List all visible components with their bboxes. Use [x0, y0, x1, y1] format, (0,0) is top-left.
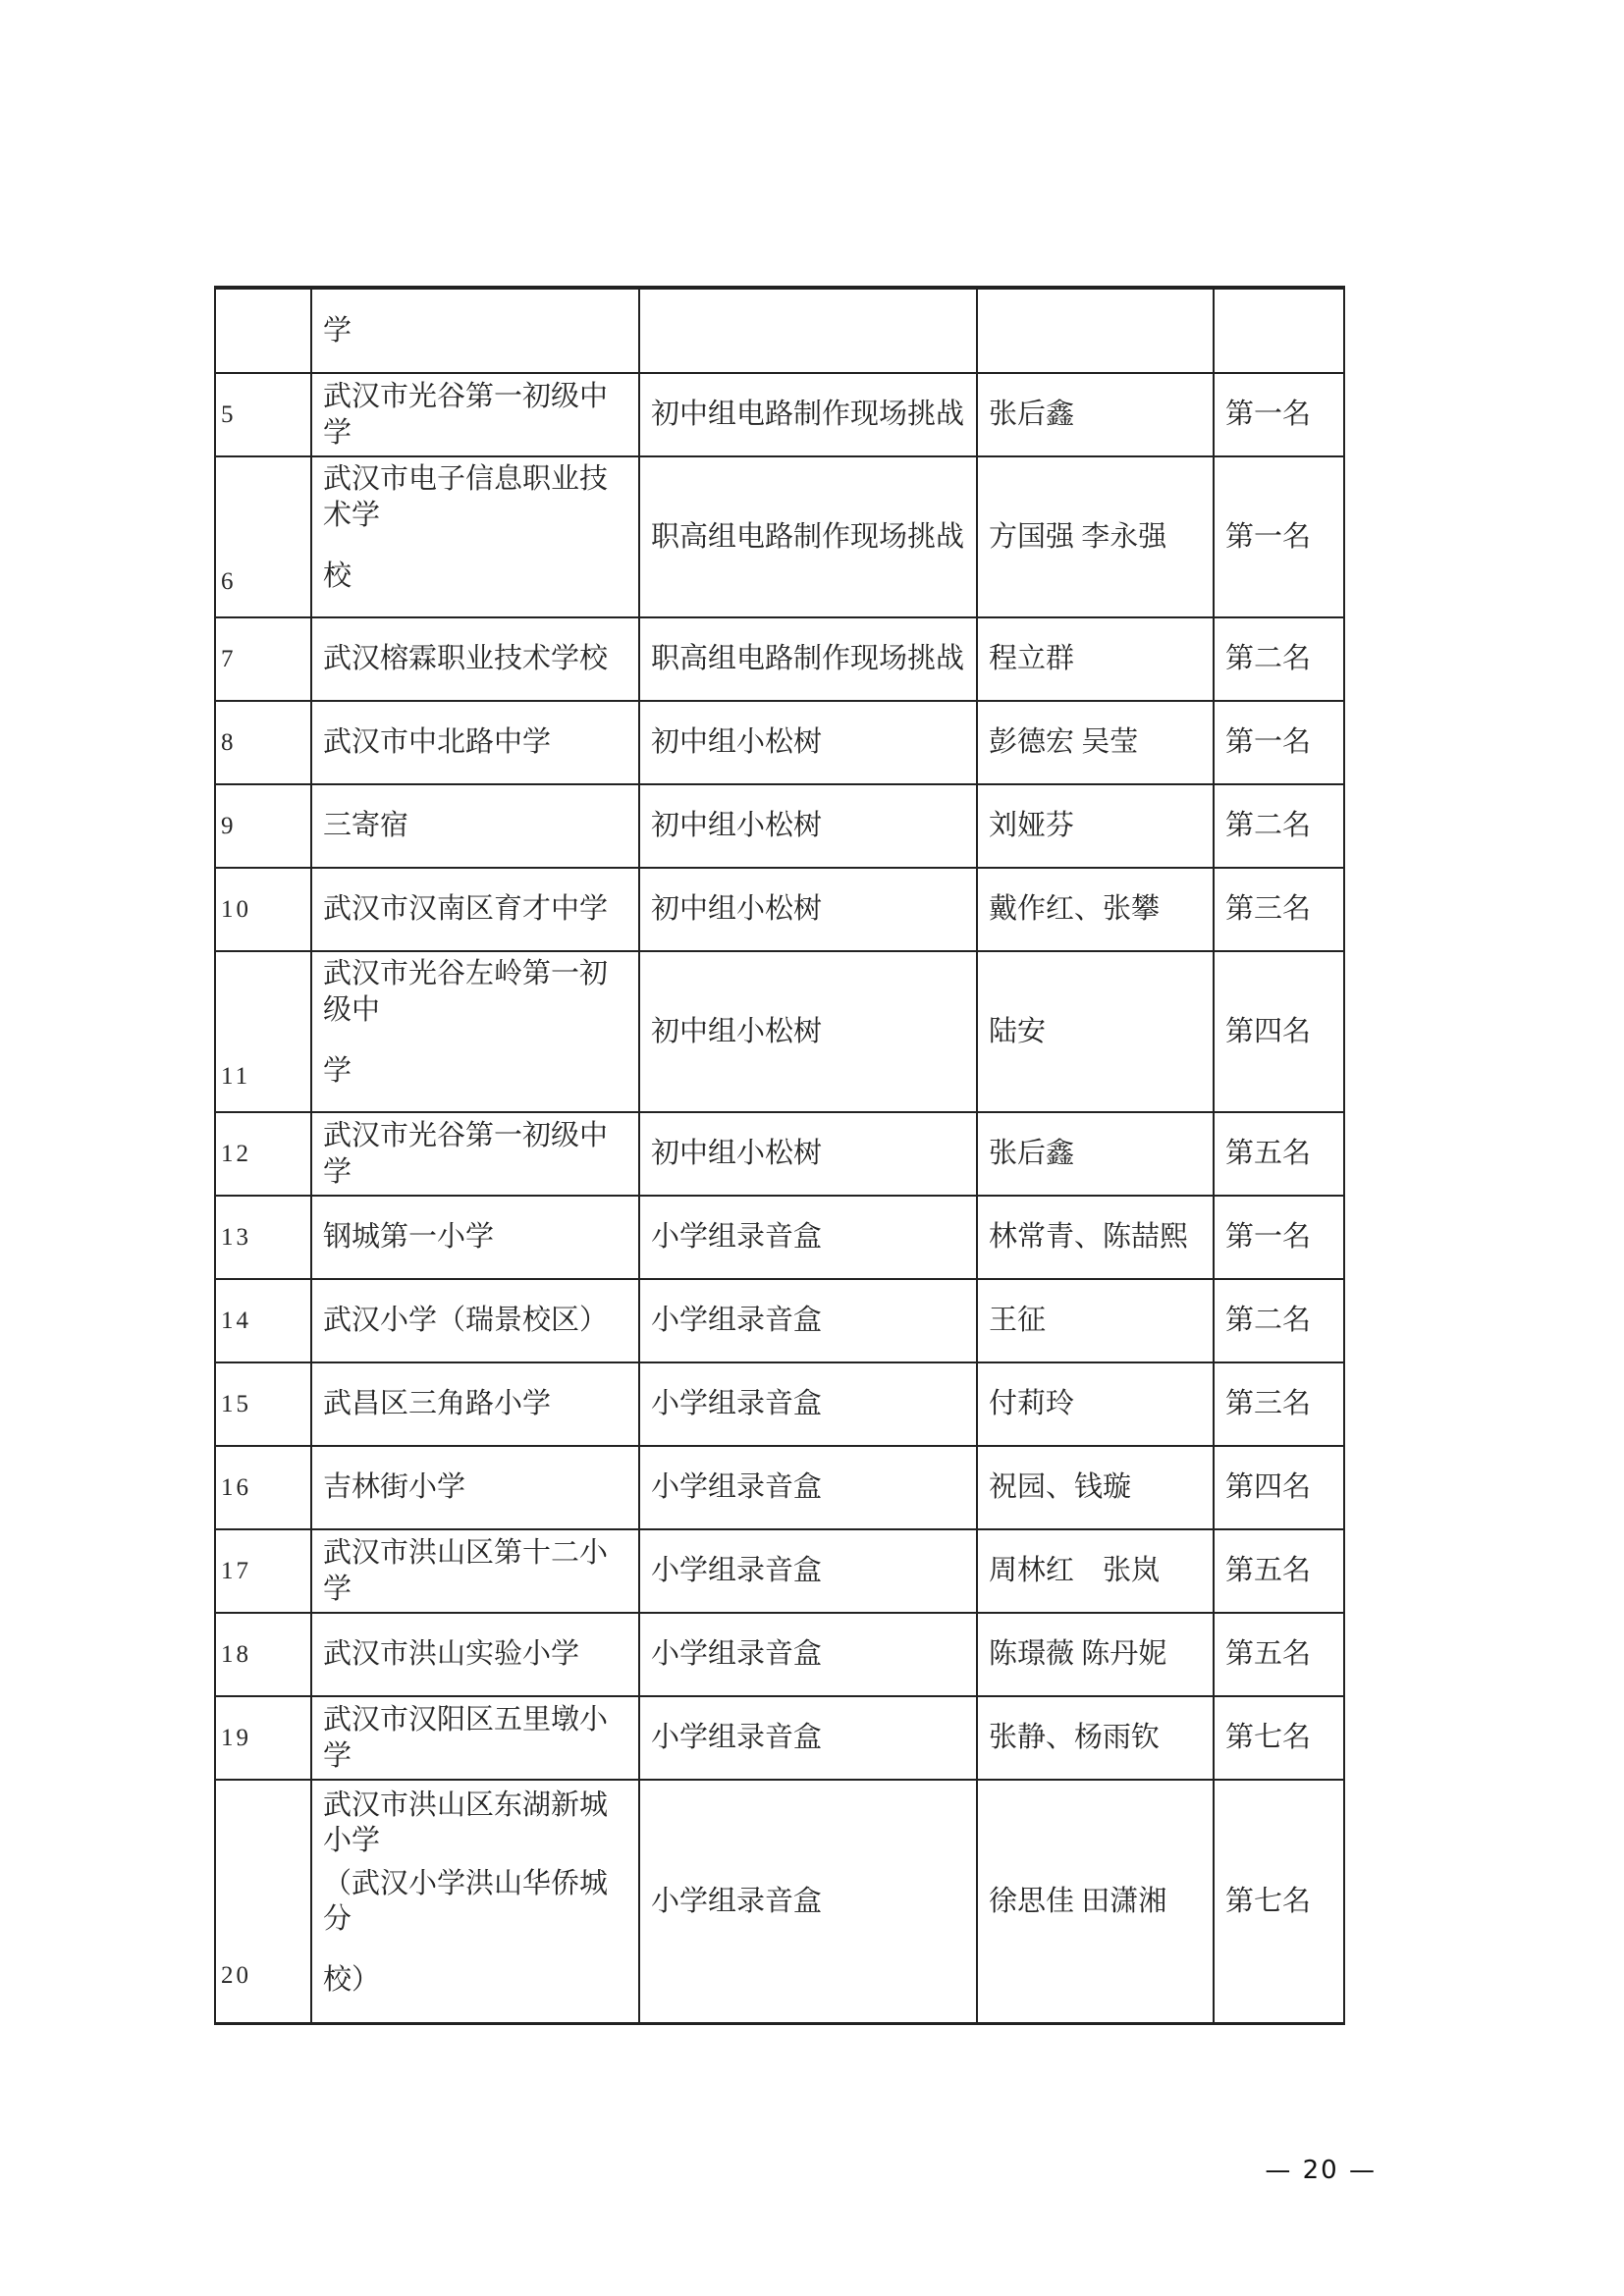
page-number: — 20 —	[1265, 2156, 1377, 2185]
row-number-cell: 14	[216, 1280, 312, 1362]
school-name-cell	[312, 1197, 640, 1278]
competition-category-cell: 小学组录音盒	[640, 1781, 978, 2022]
participant-names-cell: 戴作红、张攀	[978, 869, 1215, 950]
table-row	[216, 1530, 1343, 1614]
rank-cell: 第四名	[1225, 1471, 1312, 1504]
school-name-cell	[312, 702, 640, 783]
row-number-cell: 9	[216, 785, 312, 867]
table-row	[216, 785, 1343, 869]
table-row	[216, 1697, 1343, 1781]
school-name-cell	[312, 785, 640, 867]
school-name-cell	[312, 374, 640, 455]
school-name-cell	[312, 1614, 640, 1695]
competition-category-cell: 职高组电路制作现场挑战	[640, 618, 978, 700]
competition-category-cell	[640, 290, 978, 372]
rank-cell	[1215, 290, 1343, 372]
rank-cell: 第五名	[1225, 1555, 1312, 1587]
competition-category-cell: 初中组电路制作现场挑战	[640, 374, 978, 455]
competition-category-cell: 职高组电路制作现场挑战	[640, 457, 978, 616]
rank-cell: 第二名	[1225, 643, 1312, 675]
table-row	[216, 1614, 1343, 1697]
school-name-line: 武汉榕霖职业技术学校	[323, 643, 609, 675]
rank-cell: 第四名	[1225, 1015, 1312, 1047]
rank-cell: 第五名	[1225, 1138, 1312, 1170]
row-number-cell: 20	[216, 1781, 312, 2022]
competition-category-cell: 小学组录音盒	[640, 1363, 978, 1445]
table-row	[216, 869, 1343, 952]
participant-names-cell: 陈璟薇 陈丹妮	[978, 1614, 1215, 1695]
school-name-line: 武汉市中北路中学	[323, 726, 552, 759]
rank-cell: 第三名	[1225, 1388, 1312, 1420]
school-name-line: 武汉小学（瑞景校区）	[323, 1305, 609, 1337]
school-name-cell	[312, 457, 640, 616]
school-name-line: 三寄宿	[323, 810, 409, 842]
row-number-cell: 12	[216, 1113, 312, 1195]
school-name-line: 武汉市汉阳区五里墩小学	[323, 1704, 609, 1772]
rank-cell: 第一名	[1225, 520, 1312, 553]
competition-category-cell: 初中组小松树	[640, 952, 978, 1111]
school-name-line: 武汉市光谷左岭第一初级中	[323, 958, 609, 1026]
school-name-line: 武汉市光谷第一初级中学	[323, 381, 609, 449]
table-row	[216, 1113, 1343, 1197]
competition-category-cell: 小学组录音盒	[640, 1280, 978, 1362]
row-number-cell: 18	[216, 1614, 312, 1695]
table-row	[216, 1781, 1343, 2022]
school-name-cell	[312, 1363, 640, 1445]
rank-cell: 第二名	[1225, 1305, 1312, 1337]
row-number-cell: 15	[216, 1363, 312, 1445]
school-name-line: 校	[323, 561, 352, 593]
rank-cell: 第一名	[1225, 1221, 1312, 1254]
school-name-cell	[312, 1781, 640, 2022]
rank-cell: 第三名	[1225, 893, 1312, 926]
school-name-cell	[312, 1447, 640, 1528]
participant-names-cell: 彭德宏 吴莹	[978, 702, 1215, 783]
rank-cell: 第七名	[1225, 1722, 1312, 1754]
table-row	[216, 457, 1343, 618]
row-number-cell: 5	[216, 374, 312, 455]
competition-category-cell: 初中组小松树	[640, 869, 978, 950]
participant-names-cell: 刘娅芬	[978, 785, 1215, 867]
participant-names-cell: 张后鑫	[978, 374, 1215, 455]
rank-cell: 第一名	[1225, 399, 1312, 431]
school-name-line: 校）	[323, 1963, 381, 1996]
participant-names-cell	[978, 290, 1215, 372]
participant-names-cell: 张后鑫	[978, 1113, 1215, 1195]
row-number-cell: 13	[216, 1197, 312, 1278]
school-name-cell	[312, 952, 640, 1111]
row-number-cell: 6	[216, 457, 312, 616]
school-name-line: 学	[323, 1055, 352, 1088]
participant-names-cell: 林常青、陈喆熙	[978, 1197, 1215, 1278]
school-name-line: 钢城第一小学	[323, 1221, 495, 1254]
competition-category-cell: 初中组小松树	[640, 1113, 978, 1195]
school-name-line: 吉林街小学	[323, 1471, 466, 1504]
competition-category-cell: 小学组录音盒	[640, 1447, 978, 1528]
school-name-line: （武汉小学洪山华侨城分	[323, 1867, 609, 1935]
school-name-cell	[312, 618, 640, 700]
participant-names-cell: 付莉玲	[978, 1363, 1215, 1445]
row-number-cell: 10	[216, 869, 312, 950]
participant-names-cell: 祝园、钱璇	[978, 1447, 1215, 1528]
competition-category-cell: 初中组小松树	[640, 785, 978, 867]
participant-names-cell: 方国强 李永强	[978, 457, 1215, 616]
table-row	[216, 1280, 1343, 1363]
table-row	[216, 1447, 1343, 1530]
school-name-line: 武汉市汉南区育才中学	[323, 893, 609, 926]
competition-category-cell: 小学组录音盒	[640, 1197, 978, 1278]
participant-names-cell: 陆安	[978, 952, 1215, 1111]
row-number-cell: 7	[216, 618, 312, 700]
school-name-line: 学	[323, 314, 352, 347]
row-number-cell	[216, 290, 312, 372]
participant-names-cell: 徐思佳 田潇湘	[978, 1781, 1215, 2022]
table-row	[216, 702, 1343, 785]
rank-cell: 第五名	[1225, 1638, 1312, 1671]
school-name-line: 武汉市光谷第一初级中学	[323, 1120, 609, 1188]
row-number-cell: 8	[216, 702, 312, 783]
rank-cell: 第一名	[1225, 726, 1312, 759]
school-name-cell	[312, 869, 640, 950]
school-name-line: 武汉市电子信息职业技术学	[323, 463, 609, 531]
competition-category-cell: 初中组小松树	[640, 702, 978, 783]
table-row	[216, 618, 1343, 702]
school-name-line: 武汉市洪山区东湖新城小学	[323, 1789, 609, 1856]
participant-names-cell: 王征	[978, 1280, 1215, 1362]
school-name-cell	[312, 290, 640, 372]
school-name-line: 武昌区三角路小学	[323, 1388, 552, 1420]
participant-names-cell: 程立群	[978, 618, 1215, 700]
school-name-line: 武汉市洪山区第十二小学	[323, 1537, 609, 1605]
school-name-cell	[312, 1280, 640, 1362]
competition-category-cell: 小学组录音盒	[640, 1530, 978, 1612]
school-name-cell	[312, 1113, 640, 1195]
school-name-cell	[312, 1697, 640, 1779]
participant-names-cell: 张静、杨雨钦	[978, 1697, 1215, 1779]
table-row	[216, 374, 1343, 457]
award-results-table	[214, 286, 1345, 2025]
table-row	[216, 952, 1343, 1113]
row-number-cell: 17	[216, 1530, 312, 1612]
competition-category-cell: 小学组录音盒	[640, 1697, 978, 1779]
table-row	[216, 290, 1343, 374]
participant-names-cell: 周林红 张岚	[978, 1530, 1215, 1612]
table-row	[216, 1363, 1343, 1447]
row-number-cell: 11	[216, 952, 312, 1111]
row-number-cell: 19	[216, 1697, 312, 1779]
school-name-line: 武汉市洪山实验小学	[323, 1638, 580, 1671]
table-row	[216, 1197, 1343, 1280]
rank-cell: 第二名	[1225, 810, 1312, 842]
school-name-cell	[312, 1530, 640, 1612]
row-number-cell: 16	[216, 1447, 312, 1528]
rank-cell: 第七名	[1225, 1885, 1312, 1917]
competition-category-cell: 小学组录音盒	[640, 1614, 978, 1695]
